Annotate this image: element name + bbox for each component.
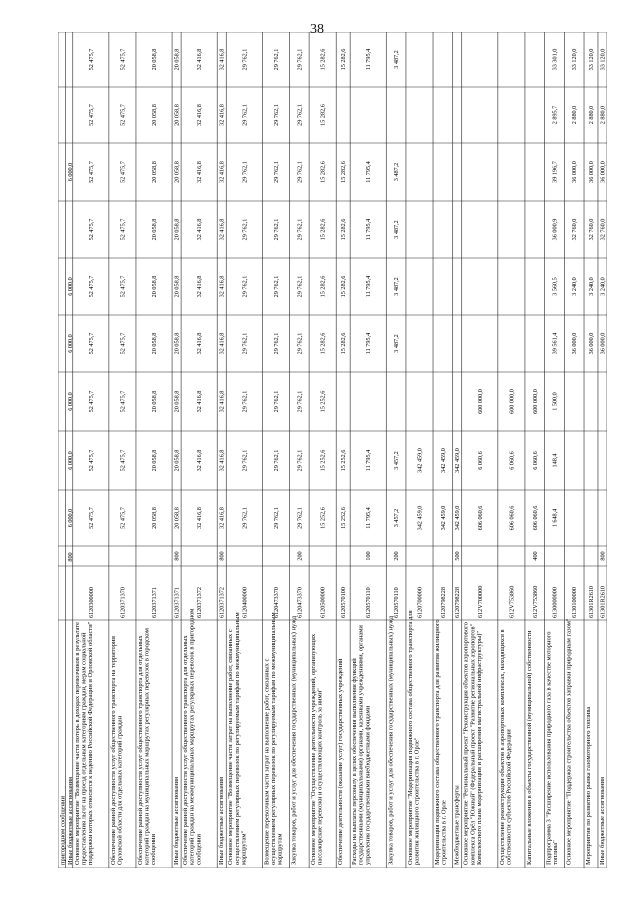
table-cell-code: 6130000000: [551, 587, 559, 618]
table-cell-value: 342 459,0: [439, 448, 447, 473]
table-cell-value: 33 120,0: [571, 48, 579, 71]
table-cell-value: 32 416,8: [218, 449, 226, 472]
table-cell-name: Основное мероприятие "Возмещение части потерь в доходах перевозчиков в результате: [73, 621, 81, 865]
table-cell-value: 606 060,6: [531, 505, 539, 531]
table-cell-value: 15 282,6: [340, 332, 348, 355]
table-cell-value: 32 416,8: [196, 449, 204, 472]
table-cell-value: 52 475,7: [119, 161, 127, 183]
table-cell-value: 52 475,7: [87, 104, 95, 126]
table-cell-value: 32 416,8: [196, 332, 204, 355]
table-cell-value: 29 762,1: [296, 48, 304, 71]
table-cell-value: 29 762,1: [296, 275, 304, 298]
table-cell-value: 36 000,0: [587, 332, 595, 355]
table-header-cell: Иные бюджетные ассигнования: [66, 776, 74, 865]
table-cell-value: 3 487,2: [393, 50, 401, 69]
table-cell-value: 3 240,0: [587, 277, 595, 296]
table-cell-name: Основное мероприятие "Модернизация подвижного состава общественного транспорта для: [406, 610, 414, 865]
table-cell-value: 32 760,0: [587, 218, 595, 241]
table-cell-value: 20 058,8: [151, 218, 159, 241]
table-cell-value: 52 475,7: [87, 48, 95, 71]
table-cell-value: 32 416,8: [218, 332, 226, 355]
table-cell-name: Модернизация подвижного состава общественного транспорта для развития жилищного: [434, 619, 442, 865]
table-cell-value: 36 000,0: [571, 161, 579, 183]
table-cell-value: 29 762,1: [272, 48, 280, 71]
table-cell-name: Иные бюджетные ассигнования: [218, 776, 226, 865]
table-cell-name: Закупка товаров, работ и услуг для обеспечения государственных (муниципальных) нужд: [387, 615, 395, 865]
table-cell-value: 33 301,0: [551, 48, 559, 71]
table-cell-value: 52 475,7: [87, 218, 95, 241]
table-cell-name: осуществлением регулярных перевозок по регулируемым тарифам по межмуниципальным: [233, 612, 241, 865]
table-cell-code: 6120570110: [365, 587, 373, 618]
table-cell-value: 52 475,7: [119, 48, 127, 71]
table-cell-value: 32 416,8: [218, 507, 226, 529]
table-cell-value: 29 762,1: [296, 332, 304, 355]
table-cell-value: 11 795,4: [365, 332, 373, 355]
table-cell-value: 36 000,0: [599, 332, 607, 355]
table-cell-value: 15 252,6: [319, 449, 327, 472]
table-cell-name: Подпрограмма 3 "Расширение использования природного газа в качестве моторного: [545, 631, 553, 865]
table-cell-value: 52 475,7: [87, 390, 95, 413]
table-cell-vr: 800: [173, 551, 181, 561]
table-cell-value: 32 416,8: [196, 507, 204, 529]
table-cell-value: 20 058,8: [173, 449, 181, 472]
table-cell-value: 1 500,0: [551, 392, 559, 411]
table-cell-value: 32 416,8: [218, 104, 226, 126]
table-cell-value: 11 795,4: [365, 449, 373, 472]
table-cell-value: 11 795,4: [365, 48, 373, 71]
table-cell-vr: 800: [599, 551, 607, 561]
table-cell-value: 20 058,8: [151, 332, 159, 355]
table-cell-value: 29 762,1: [272, 449, 280, 472]
table-cell-value: 6 000,0: [66, 162, 74, 182]
table-cell-value: 2 895,7: [551, 105, 559, 125]
table-cell-name: категорий граждан на муниципальных маршрутах регулярных перевозок в городском: [143, 628, 151, 865]
table-cell-value: 52 475,7: [119, 104, 127, 126]
table-cell-value: 39 561,4: [551, 332, 559, 355]
table-cell-name: управления государственными внебюджетными фондами: [364, 705, 372, 865]
table-cell-code: 61301R2610: [587, 586, 595, 618]
table-cell-value: 20 058,8: [151, 48, 159, 71]
table-cell-value: 32 416,8: [218, 218, 226, 241]
table-cell-value: 2 880,0: [571, 105, 579, 125]
table-cell-name: маршрутам: [276, 833, 284, 865]
table-cell-code: 6120371372: [196, 587, 204, 618]
table-cell-name: Иные бюджетные ассигнования: [173, 776, 181, 865]
table-cell-value: 36 000,0: [599, 161, 607, 183]
table-cell-name: Капитальные вложения в объекты государственной (муниципальной) собственности: [525, 630, 533, 865]
table-cell-vr: 200: [393, 551, 401, 561]
table-cell-value: 11 795,4: [365, 275, 373, 298]
table-cell-value: 52 475,7: [87, 275, 95, 298]
table-cell-name: Возмещение перевозчикам части затрат на выполнение работ, связанных с: [263, 658, 271, 865]
table-cell-value: 6 060,6: [531, 451, 539, 470]
table-cell-value: 15 252,6: [340, 449, 348, 472]
table-cell-code: 6120700000: [416, 587, 424, 618]
table-cell-value: 15 282,6: [340, 48, 348, 71]
table-cell-value: 52 475,7: [119, 507, 127, 529]
table-cell-code: 6120300000: [87, 587, 95, 618]
table-cell-name: сообщении: [150, 833, 158, 865]
table-cell-value: 2 880,0: [587, 105, 595, 125]
table-cell-name: поддержки которых относится к ведению Российской Федерации и Орловской области": [86, 621, 94, 865]
table-cell-code: 612V753860: [531, 585, 539, 618]
table-cell-value: 6 000,0: [66, 334, 74, 353]
table-cell-vr: 500: [454, 551, 462, 561]
table-cell-name: комплекса Орёл "Южный" (Федеральный проект "Развитие региональных аэропортов": [469, 623, 477, 865]
table-cell-name: собственности субъектов Российской Федерации: [505, 729, 513, 865]
rotated-budget-table: [58, 32, 607, 868]
table-cell-value: 15 282,6: [319, 332, 327, 355]
table-cell-value: 32 416,8: [196, 390, 204, 413]
table-cell-value: 29 762,1: [241, 161, 249, 183]
table-cell-value: 3 457,2: [393, 508, 401, 528]
table-header-cell: пригородном сообщении: [59, 796, 67, 865]
table-cell-code: 6120400000: [241, 587, 249, 618]
table-cell-value: 15 282,6: [319, 161, 327, 183]
table-cell-value: 15 252,6: [319, 507, 327, 529]
table-cell-value: 20 058,8: [173, 218, 181, 241]
table-cell-value: 52 475,7: [87, 449, 95, 472]
table-cell-value: 11 795,4: [365, 161, 373, 183]
table-cell-value: 20 058,8: [173, 507, 181, 529]
table-cell-value: 52 475,7: [119, 449, 127, 472]
table-cell-value: 11 795,4: [365, 507, 373, 529]
table-cell-value: 29 762,1: [296, 218, 304, 241]
table-cell-value: 1 648,4: [551, 508, 559, 528]
table-cell-name: Комплексного плана модернизации и расширения магистральной инфраструктуры)": [475, 630, 483, 865]
table-cell-value: 6 060,6: [508, 451, 516, 470]
table-cell-value: 39 196,7: [551, 161, 559, 183]
table-cell-value: 29 762,1: [272, 104, 280, 126]
table-cell-value: 6 000,0: [66, 451, 74, 470]
table-cell-value: 15 282,6: [319, 275, 327, 298]
table-cell-code: 6120473370: [272, 587, 280, 618]
table-cell-name: Осуществление реконструкции объектов в аэропортовых комплексах, находящихся в: [498, 629, 506, 865]
table-cell-value: 15 282,6: [319, 104, 327, 126]
table-cell-name: Межбюджетные трансферты: [453, 785, 461, 865]
table-cell-value: 36 000,0: [587, 161, 595, 183]
table-cell-value: 15 282,6: [340, 218, 348, 241]
table-cell-value: 6 060,6: [476, 451, 484, 470]
table-cell-value: 342 459,0: [454, 448, 462, 473]
table-cell-name: Основное мероприятие "Региональный проект "Реконструкция объектов аэропортового: [462, 622, 470, 865]
table-cell-value: 20 058,8: [173, 104, 181, 126]
table-cell-value: 29 762,1: [272, 390, 280, 413]
table-cell-name: Обеспечение равной доступности услуг общественного транспорта для отдельных: [182, 635, 190, 865]
table-cell-code: 6120500000: [319, 587, 327, 618]
table-cell-value: 29 762,1: [241, 275, 249, 298]
table-cell-value: 20 058,8: [173, 332, 181, 355]
table-cell-value: 342 459,0: [439, 505, 447, 531]
table-cell-value: 342 459,0: [416, 505, 424, 531]
table-cell-value: 52 475,7: [87, 332, 95, 355]
table-cell-value: 29 762,1: [296, 161, 304, 183]
table-cell-value: 148,4: [551, 453, 559, 468]
page-number: 38: [310, 22, 324, 37]
table-cell-value: 20 058,8: [151, 104, 159, 126]
table-cell-value: 52 475,7: [119, 218, 127, 241]
table-cell-value: 36 000,0: [571, 332, 579, 355]
table-cell-value: 20 058,8: [173, 161, 181, 183]
table-cell-value: 52 475,7: [119, 332, 127, 355]
table-cell-value: 32 416,8: [218, 161, 226, 183]
table-cell-vr: 800: [218, 551, 226, 561]
table-cell-value: 11 795,4: [365, 218, 373, 241]
table-cell-name: строительства в г. Орле: [440, 800, 448, 865]
table-cell-value: 20 058,8: [151, 449, 159, 472]
table-cell-value: 20 058,8: [151, 275, 159, 298]
table-cell-value: 32 760,0: [599, 218, 607, 241]
table-cell-value: 52 475,7: [119, 275, 127, 298]
table-cell-value: 15 252,6: [340, 507, 348, 529]
table-cell-value: 606 060,6: [508, 505, 516, 531]
table-cell-value: 606 060,6: [476, 505, 484, 531]
table-cell-value: 29 762,1: [241, 449, 249, 472]
table-cell-value: 33 120,0: [599, 48, 607, 71]
table-cell-value: 32 416,8: [218, 390, 226, 413]
table-cell-value: 342 459,0: [454, 505, 462, 531]
table-cell-name: государственными (муниципальными) органами, казенными учреждениями, органами: [357, 625, 365, 865]
table-cell-name: Закупка товаров, работ и услуг для обеспечения государственных (муниципальных) нужд: [290, 615, 298, 865]
table-cell-value: 29 762,1: [272, 218, 280, 241]
table-cell-value: 29 762,1: [241, 48, 249, 71]
table-cell-value: 32 416,8: [218, 275, 226, 298]
table-cell-code: 612V700000: [476, 585, 484, 618]
table-cell-value: 32 416,8: [196, 161, 204, 183]
table-cell-value: 3 240,0: [599, 277, 607, 296]
table-cell-value: 6 000,0: [66, 277, 74, 296]
table-cell-value: 20 058,8: [151, 507, 159, 529]
table-cell-code: 6130100000: [571, 587, 579, 618]
table-cell-code: 6120798228: [454, 587, 462, 618]
table-cell-name: маршрутам": [240, 830, 248, 865]
table-cell-vr: 800: [66, 552, 74, 562]
table-cell-name: пассажирские перевозки и осуществляющих контроль за ними": [316, 688, 324, 865]
table-cell-code: 612V753860: [508, 585, 516, 618]
table-cell-value: 52 475,7: [87, 507, 95, 529]
table-cell-value: 20 058,8: [151, 390, 159, 413]
table-cell-value: 20 058,8: [151, 161, 159, 183]
table-cell-name: предоставления льгот на проезд отдельным категориям граждан, мерам социальной: [80, 632, 88, 865]
table-cell-code: 61301R2610: [599, 586, 607, 618]
table-cell-name: категорий граждан на межмуниципальных маршрутах регулярных перевозок в пригородном: [188, 608, 196, 865]
table-cell-value: 29 762,1: [272, 161, 280, 183]
table-cell-vr: 100: [365, 551, 373, 561]
table-cell-value: 29 762,1: [272, 332, 280, 355]
table-cell-value: 2 880,0: [599, 105, 607, 125]
table-cell-value: 6 000,0: [66, 508, 74, 528]
table-cell-value: 29 762,1: [296, 104, 304, 126]
table-cell-value: 29 762,1: [296, 449, 304, 472]
table-cell-code: 6120570110: [393, 587, 401, 618]
table-cell-value: 33 120,0: [587, 48, 595, 71]
table-cell-value: 600 000,0: [476, 389, 484, 414]
table-cell-name: осуществлением регулярных перевозок по регулируемым тарифам по межмуниципальным: [269, 612, 277, 865]
table-cell-value: 29 762,1: [296, 507, 304, 529]
table-cell-name: Иные бюджетные ассигнования: [598, 776, 606, 865]
table-cell-value: 342 459,0: [416, 448, 424, 473]
table-cell-value: 52 475,7: [87, 161, 95, 183]
table-cell-value: 15 252,6: [319, 390, 327, 413]
table-cell-value: 600 000,0: [508, 389, 516, 414]
table-cell-name: Обеспечение деятельности (оказание услуг) государственных учреждений: [337, 658, 345, 865]
table-cell-vr: 400: [531, 551, 539, 561]
table-cell-code: 6120371370: [119, 587, 127, 618]
table-cell-value: 32 416,8: [218, 48, 226, 71]
table-cell-name: Основное мероприятие "Осуществление деятельности учреждений, организующих: [310, 633, 318, 865]
table-cell-name: Орловской области для отдельных категорий граждан: [116, 715, 124, 865]
table-cell-value: 3 457,2: [393, 451, 401, 470]
table-cell-code: 6120371371: [151, 587, 159, 618]
table-cell-value: 32 416,8: [196, 48, 204, 71]
table-cell-value: 29 762,1: [272, 507, 280, 529]
table-cell-value: 32 760,0: [571, 218, 579, 241]
table-cell-value: 32 416,8: [196, 275, 204, 298]
table-cell-vr: 200: [296, 551, 304, 561]
table-cell-name: Расходы на выплаты персоналу в целях обеспечения выполнения функций: [351, 658, 359, 865]
table-cell-value: 29 762,1: [241, 332, 249, 355]
table-cell-value: 29 762,1: [241, 218, 249, 241]
table-cell-name: Основное мероприятие "Поддержка строительства объектов заправки природным газом": [565, 618, 573, 865]
table-cell-value: 20 058,8: [173, 48, 181, 71]
table-cell-code: 6120371371: [173, 587, 181, 618]
table-cell-value: 15 282,6: [340, 275, 348, 298]
table-cell-value: 3 487,2: [393, 334, 401, 353]
table-cell-value: 29 762,1: [241, 104, 249, 126]
table-cell-value: 20 058,8: [173, 390, 181, 413]
table-cell-value: 15 282,6: [319, 218, 327, 241]
table-cell-value: 20 058,8: [173, 275, 181, 298]
table-cell-value: 29 762,1: [272, 275, 280, 298]
table-cell-value: 15 282,6: [319, 48, 327, 71]
table-cell-value: 6 000,0: [66, 392, 74, 411]
table-cell-name: топлива": [552, 840, 560, 865]
table-cell-name: Основное мероприятие "Возмещение части затрат на выполнение работ, связанных с: [227, 629, 235, 865]
table-cell-value: 32 416,8: [196, 218, 204, 241]
table-cell-value: 3 487,2: [393, 162, 401, 182]
table-cell-code: 6120371372: [218, 587, 226, 618]
table-cell-value: 600 000,0: [531, 389, 539, 414]
table-cell-value: 29 762,1: [241, 390, 249, 413]
table-cell-name: Мероприятия по развитию рынка газомоторного топлива: [585, 706, 593, 865]
table-cell-value: 3 487,2: [393, 277, 401, 296]
table-cell-value: 15 282,6: [340, 161, 348, 183]
table-cell-value: 3 240,0: [571, 277, 579, 296]
table-cell-value: 52 475,7: [119, 390, 127, 413]
table-cell-value: 32 416,8: [196, 104, 204, 126]
table-cell-value: 3 487,2: [393, 220, 401, 239]
table-cell-value: 3 560,5: [551, 277, 559, 296]
table-cell-name: развития жилищного строительства в г. Орле": [413, 737, 421, 865]
table-cell-code: 6120570100: [340, 587, 348, 618]
table-cell-code: 6120473370: [296, 587, 304, 618]
table-cell-name: сообщении: [195, 833, 203, 865]
table-cell-code: 6120798228: [439, 587, 447, 618]
table-cell-value: 29 762,1: [241, 507, 249, 529]
table-cell-value: 36 000,9: [551, 218, 559, 241]
table-cell-value: 29 762,1: [296, 390, 304, 413]
table-cell-name: Обеспечение равной доступности услуг общественного транспорта для отдельных: [136, 635, 144, 865]
table-cell-name: Обеспечение равной доступности услуг общественного транспорта на территории: [109, 636, 117, 865]
